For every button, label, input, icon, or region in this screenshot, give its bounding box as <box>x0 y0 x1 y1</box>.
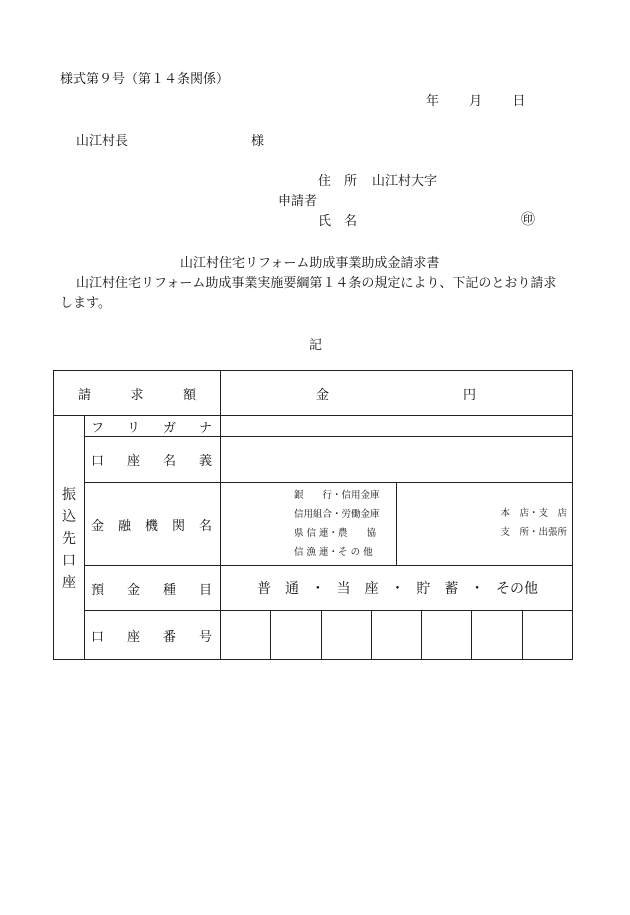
branch-type: 支 所・出張所 <box>500 527 568 538</box>
body-text-line2: します。 <box>60 296 111 311</box>
furigana-label-char: ガ <box>163 420 177 436</box>
date-line <box>426 90 525 109</box>
furigana-label <box>85 416 221 437</box>
form-number: 様式第９号（第１４条関係） <box>60 72 230 87</box>
transfer-account-group-label <box>54 416 85 660</box>
institution-label-char: 関 <box>172 518 186 534</box>
account-number-row <box>54 611 573 660</box>
deposit-type-options <box>221 566 573 611</box>
deposit-type-label <box>85 566 221 611</box>
group-label-char: 口 <box>62 552 76 569</box>
institution-type-list <box>221 483 397 565</box>
deposit-type-label-char: 種 <box>163 582 177 598</box>
institution-type: 信 漁 連・そ の 他 <box>294 547 373 558</box>
furigana-label-char: リ <box>127 420 141 436</box>
ki-heading: 記 <box>309 338 323 353</box>
institution-type: 信用組合・労働金庫 <box>294 509 380 520</box>
request-form-table <box>53 370 573 660</box>
account-number-digit-box[interactable] <box>421 611 471 659</box>
account-name-label-char: 義 <box>199 454 213 469</box>
group-label-char: 座 <box>62 574 76 591</box>
deposit-option-other[interactable]: その他 <box>495 581 538 597</box>
account-number-label-char: 座 <box>127 629 141 645</box>
account-number-digit-box[interactable] <box>371 611 421 659</box>
account-number-field <box>221 611 573 660</box>
deposit-option-current[interactable]: 当 座 <box>336 581 379 597</box>
furigana-field[interactable] <box>221 416 573 437</box>
kin-label: 金 <box>316 388 330 403</box>
deposit-option-separator: ・ <box>310 581 325 597</box>
furigana-row <box>54 416 573 437</box>
en-label: 円 <box>463 388 477 403</box>
deposit-type-label-char: 金 <box>127 582 141 598</box>
account-name-label-char: 口 <box>91 454 105 469</box>
account-number-digit-box[interactable] <box>471 611 521 659</box>
account-name-field[interactable] <box>221 437 573 483</box>
institution-label-char: 金 <box>91 518 105 534</box>
account-name-row <box>54 437 573 483</box>
account-name-label-char: 座 <box>127 454 141 469</box>
document-title: 山江村住宅リフォーム助成事業助成金請求書 <box>180 256 440 271</box>
claim-amount-row <box>54 371 573 416</box>
institution-field[interactable] <box>221 483 573 566</box>
account-name-label <box>85 437 221 483</box>
date-day-label: 日 <box>512 94 526 109</box>
furigana-label-char: フ <box>91 420 105 436</box>
claim-label-char: 求 <box>130 387 144 403</box>
account-number-digit-box[interactable] <box>321 611 371 659</box>
seal-mark: ㊞ <box>521 212 535 228</box>
group-label-char: 込 <box>62 508 76 525</box>
applicant-name-label: 氏 名 <box>318 214 358 229</box>
account-number-digit-box[interactable] <box>270 611 320 659</box>
applicant-role-label: 申請者 <box>278 194 318 209</box>
deposit-option-separator: ・ <box>470 581 485 597</box>
deposit-type-label-char: 目 <box>199 582 213 598</box>
account-number-boxes <box>221 611 572 659</box>
account-name-label-char: 名 <box>163 454 177 469</box>
applicant-address-value[interactable]: 山江村大字 <box>372 174 438 189</box>
deposit-option-separator: ・ <box>390 581 405 597</box>
institution-row <box>54 483 573 566</box>
furigana-label-char: ナ <box>199 420 213 436</box>
deposit-type-row <box>54 566 573 611</box>
institution-label <box>85 483 221 566</box>
date-month-label: 月 <box>469 94 483 109</box>
institution-type: 銀 行・信用金庫 <box>294 490 380 501</box>
group-label-char: 先 <box>62 530 76 547</box>
group-label-char: 振 <box>62 486 76 503</box>
branch-type: 本 店・支 店 <box>500 508 568 519</box>
account-number-digit-box[interactable] <box>522 611 572 659</box>
deposit-option-savings[interactable]: 貯 蓄 <box>416 581 459 597</box>
account-number-label-char: 番 <box>163 629 177 645</box>
addressee-name: 山江村長 <box>76 134 129 149</box>
institution-label-char: 機 <box>145 518 159 534</box>
account-number-digit-box[interactable] <box>221 611 270 659</box>
deposit-type-label-char: 預 <box>91 582 105 598</box>
claim-label-char: 請 <box>78 387 92 403</box>
account-number-label <box>85 611 221 660</box>
claim-amount-label <box>54 371 221 416</box>
account-number-label-char: 口 <box>91 629 105 645</box>
institution-type: 県 信 連・農 協 <box>294 528 377 539</box>
institution-label-char: 融 <box>118 518 132 534</box>
body-text-line1: 山江村住宅リフォーム助成事業実施要綱第１４条の規定により、下記のとおり請求 <box>76 276 557 291</box>
addressee-honorific: 様 <box>251 134 265 149</box>
institution-label-char: 名 <box>199 518 213 534</box>
branch-type-list <box>397 483 572 565</box>
date-year-label: 年 <box>426 94 440 109</box>
claim-amount-field[interactable] <box>221 371 573 416</box>
account-number-label-char: 号 <box>199 629 213 645</box>
applicant-address-label: 住 所 <box>318 174 358 189</box>
deposit-option-ordinary[interactable]: 普 通 <box>257 581 300 597</box>
claim-label-char: 額 <box>183 387 197 403</box>
